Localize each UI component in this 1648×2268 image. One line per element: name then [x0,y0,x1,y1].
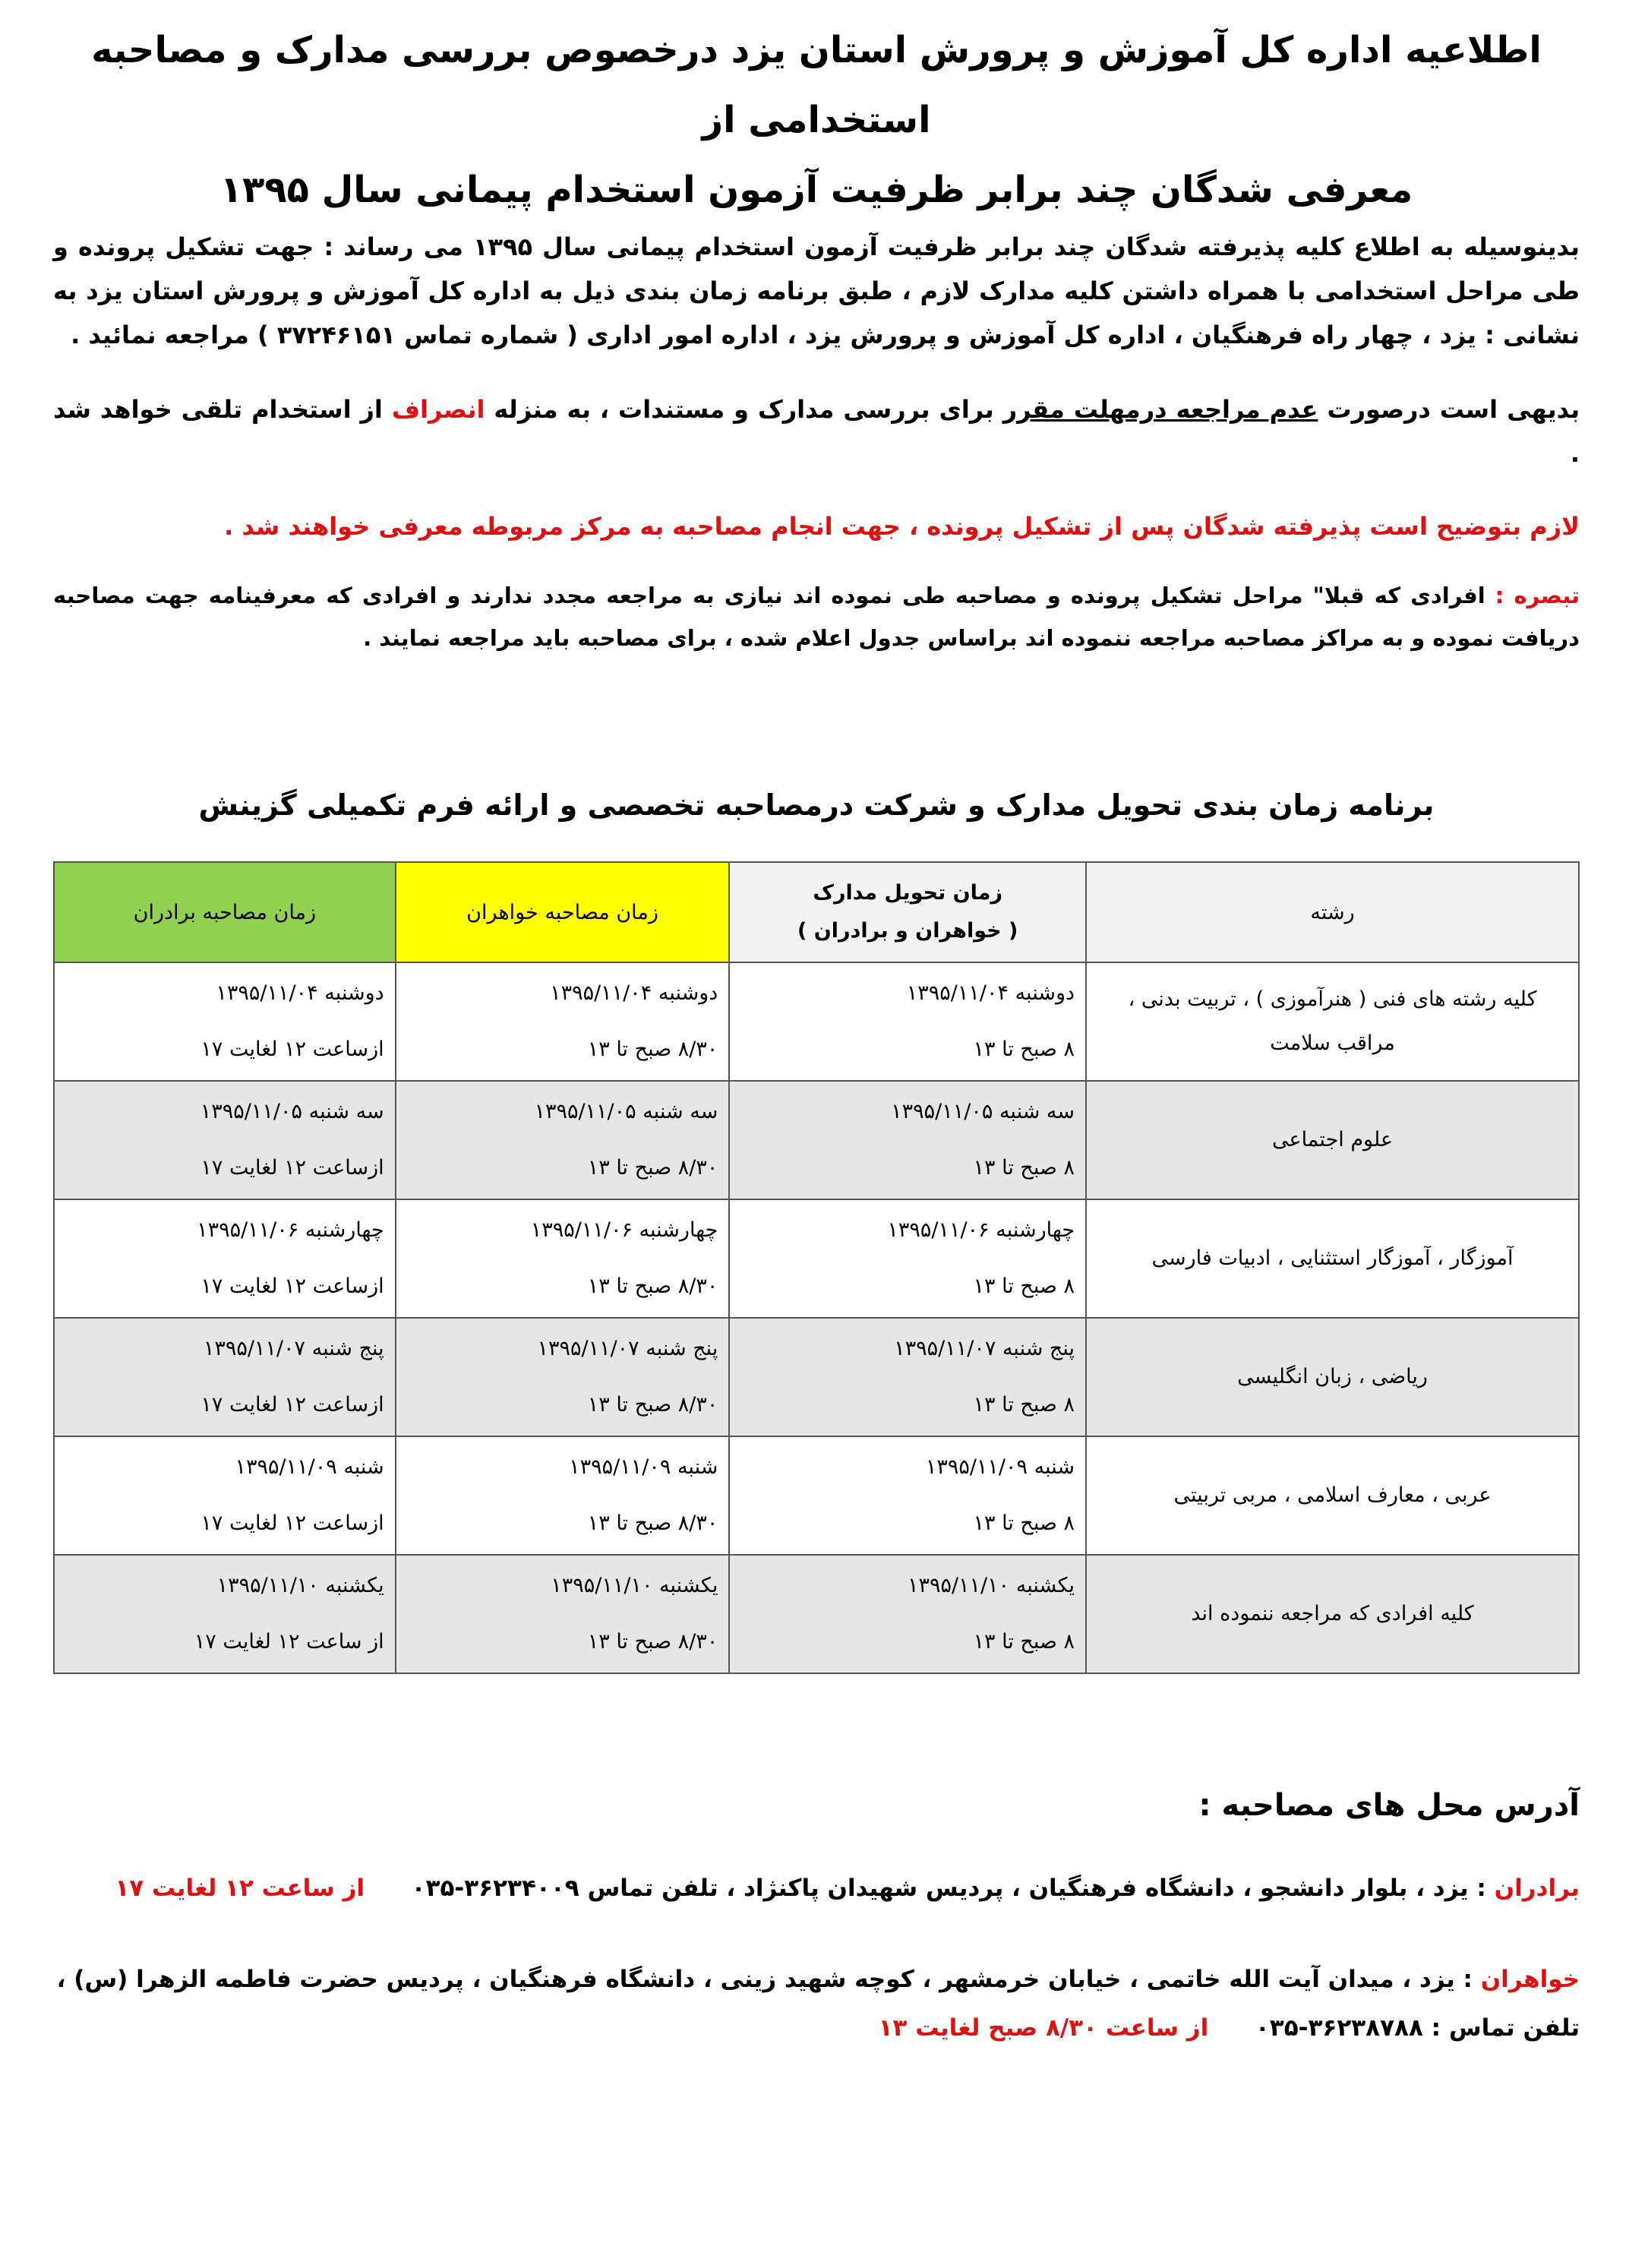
docs-date: شنبه ۱۳۹۵/۱۱/۰۹ [925,1455,1075,1479]
row-brothers-cell [54,1081,396,1199]
brothers-date: دوشنبه ۱۳۹۵/۱۱/۰۴ [216,981,384,1005]
docs-date: چهارشنبه ۱۳۹۵/۱۱/۰۶ [887,1218,1075,1242]
brothers-time: ازساعت ۱۲ لغایت ۱۷ [200,1275,384,1298]
warning-text-3: از استخدام تلقی خواهد شد . [53,395,1580,468]
row-field: علوم اجتماعی [1086,1081,1579,1199]
sisters-hours: از ساعت ۸/۳۰ صبح لغایت ۱۳ [878,2014,1209,2042]
announcement-title-line-2: معرفی شدگان چند برابر ظرفیت آزمون استخدام پیمانی سال ۱۳۹۵ [219,169,1413,211]
sisters-date: شنبه ۱۳۹۵/۱۱/۰۹ [569,1455,718,1479]
brothers-date: پنج شنبه ۱۳۹۵/۱۱/۰۷ [203,1337,384,1360]
row-brothers-cell [54,962,396,1081]
row-sisters-cell [396,1318,730,1436]
row-sisters-cell [396,1436,730,1555]
brothers-date: سه شنبه ۱۳۹۵/۱۱/۰۵ [200,1100,384,1123]
sisters-label: خواهران [1480,1966,1580,1993]
brothers-hours: از ساعت ۱۲ لغایت ۱۷ [115,1875,365,1902]
row-docs-cell [729,1436,1086,1555]
table-row [54,1081,1579,1199]
schedule-table [53,861,1580,1674]
brothers-address-text: : یزد ، بلوار دانشجو ، دانشگاه فرهنگیان ، پردیس شهیدان پاکنژاد ، تلفن تماس ۳۶۲۳۴۰۰۹-۰۳۵ [411,1875,1486,1902]
sisters-date: دوشنبه ۱۳۹۵/۱۱/۰۴ [550,981,718,1005]
header-docs-time [729,862,1086,962]
table-row [54,962,1579,1081]
docs-date: سه شنبه ۱۳۹۵/۱۱/۰۵ [891,1100,1075,1123]
brothers-time: ازساعت ۱۲ لغایت ۱۷ [200,1511,384,1535]
sisters-time: ۸/۳۰ صبح تا ۱۳ [587,1630,718,1654]
brothers-date: شنبه ۱۳۹۵/۱۱/۰۹ [235,1455,384,1479]
sisters-phone: تلفن تماس : ۳۶۲۳۸۷۸۸-۰۳۵ [1255,2014,1580,2042]
docs-date: پنج شنبه ۱۳۹۵/۱۱/۰۷ [894,1337,1075,1360]
docs-date: دوشنبه ۱۳۹۵/۱۱/۰۴ [906,981,1075,1005]
row-field: کلیه رشته های فنی ( هنرآموزی ) ، تربیت بدنی ، مراقب سلامت [1086,962,1579,1081]
sisters-time: ۸/۳۰ صبح تا ۱۳ [587,1156,718,1180]
schedule-title: برنامه زمان بندی تحویل مدارک و شرکت درمصاحبه تخصصی و ارائه فرم تکمیلی گزینش [198,788,1435,822]
warning-text-1: بدیهی است درصورت [1327,395,1580,424]
brothers-label: برادران [1494,1875,1580,1902]
withdrawal-word: انصراف [391,395,485,424]
sisters-address-text: : یزد ، میدان آیت الله خاتمی ، خیابان خرمشهر ، کوچه شهید زینی ، دانشگاه فرهنگیان ، پردیس حضرت فاطمه الزهرا (س) ، [56,1966,1473,1993]
row-docs-cell [729,1555,1086,1673]
docs-time: ۸ صبح تا ۱۳ [973,1275,1075,1298]
docs-time: ۸ صبح تا ۱۳ [973,1038,1075,1061]
docs-date: یکشنبه ۱۳۹۵/۱۱/۱۰ [907,1574,1075,1597]
brothers-date: یکشنبه ۱۳۹۵/۱۱/۱۰ [216,1574,384,1597]
row-docs-cell [729,1081,1086,1199]
row-field: آموزگار ، آموزگار استثنایی ، ادبیات فارسی [1086,1199,1579,1318]
sisters-date: چهارشنبه ۱۳۹۵/۱۱/۰۶ [530,1218,718,1242]
row-field: عربی ، معارف اسلامی ، مربی تربیتی [1086,1436,1579,1555]
brothers-time: ازساعت ۱۲ لغایت ۱۷ [200,1156,384,1180]
note-paragraph [53,574,1580,659]
brothers-time: ازساعت ۱۲ لغایت ۱۷ [200,1393,384,1417]
header-docs-line-2: ( خواهران و برادران ) [797,919,1018,943]
table-row [54,1555,1579,1673]
announcement-title-line-1: اطلاعیه اداره کل آموزش و پرورش استان یزد درخصوص بررسی مدارک و مصاحبه استخدامی از [91,29,1542,141]
row-brothers-cell [54,1318,396,1436]
row-field: کلیه افرادی که مراجعه ننموده اند [1086,1555,1579,1673]
row-docs-cell [729,962,1086,1081]
header-docs-line-1: زمان تحویل مدارک [813,881,1003,905]
sisters-time: ۸/۳۰ صبح تا ۱۳ [587,1275,718,1298]
docs-time: ۸ صبح تا ۱۳ [973,1156,1075,1180]
brothers-address [53,1864,1580,1913]
row-sisters-cell [396,962,730,1081]
sisters-date: پنج شنبه ۱۳۹۵/۱۱/۰۷ [537,1337,718,1360]
sisters-date: سه شنبه ۱۳۹۵/۱۱/۰۵ [534,1100,718,1123]
table-header-row [54,862,1579,962]
warning-deadline-text: عدم مراجعه درمهلت مقرر [1002,395,1318,424]
docs-time: ۸ صبح تا ۱۳ [973,1511,1075,1535]
sisters-time: ۸/۳۰ صبح تا ۱۳ [587,1038,718,1061]
row-field: ریاضی ، زبان انگلیسی [1086,1318,1579,1436]
table-row [54,1199,1579,1318]
note-text: افرادی که قبلا" مراحل تشکیل پرونده و مصاحبه طی نموده اند نیازی به مراجعه مجدد ندارند و افرادی که معرفینامه جهت مصاحبه دریافت نموده و به مراکز مصاحبه مراجعه ننموده اند براساس جدول اعلام شده ، برای مصاحبه باید مراجعه نمایند . [53,583,1580,651]
note-label: تبصره : [1495,583,1580,608]
row-sisters-cell [396,1081,730,1199]
addresses-title: آدرس محل های مصاحبه : [1198,1788,1580,1823]
warning-text-2: برای بررسی مدارک و مستندات ، به منزله [494,395,994,424]
table-row [54,1318,1579,1436]
sisters-date: یکشنبه ۱۳۹۵/۱۱/۱۰ [551,1574,718,1597]
row-docs-cell [729,1318,1086,1436]
document-page [53,15,1580,2052]
intro-paragraph: بدینوسیله به اطلاع کلیه پذیرفته شدگان چند برابر ظرفیت آزمون استخدام پیمانی سال ۱۳۹۵ می رساند : جهت تشکیل پرونده و طی مراحل استخدامی با همراه داشتن کلیه مدارک لازم ، طبق برنامه زمان بندی ذیل به اداره کل آموزش و پرورش استان یزد به نشانی : یزد ، چهار راه فرهنگیان ، اداره کل آموزش و پرورش یزد ، اداره امور اداری ( شماره تماس ۳۷۲۴۶۱۵۱ ) مراجعه نمائید . [53,232,1580,349]
warning-paragraph [53,387,1580,475]
row-brothers-cell [54,1555,396,1673]
sisters-time: ۸/۳۰ صبح تا ۱۳ [587,1511,718,1535]
row-brothers-cell [54,1199,396,1318]
header-field: رشته [1086,862,1579,962]
header-sisters-interview: زمان مصاحبه خواهران [396,862,730,962]
sisters-time: ۸/۳۰ صبح تا ۱۳ [587,1393,718,1417]
docs-time: ۸ صبح تا ۱۳ [973,1630,1075,1654]
brothers-time: از ساعت ۱۲ لغایت ۱۷ [194,1630,384,1654]
header-brothers-interview: زمان مصاحبه برادران [54,862,396,962]
row-brothers-cell [54,1436,396,1555]
row-sisters-cell [396,1555,730,1673]
docs-time: ۸ صبح تا ۱۳ [973,1393,1075,1417]
row-sisters-cell [396,1199,730,1318]
brothers-time: ازساعت ۱۲ لغایت ۱۷ [200,1038,384,1061]
red-notice: لازم بتوضیح است پذیرفته شدگان پس از تشکیل پرونده ، جهت انجام مصاحبه به مرکز مربوطه معرفی خواهند شد . [224,512,1580,541]
sisters-address [53,1955,1580,2052]
row-docs-cell [729,1199,1086,1318]
table-row [54,1436,1579,1555]
brothers-date: چهارشنبه ۱۳۹۵/۱۱/۰۶ [197,1218,384,1242]
